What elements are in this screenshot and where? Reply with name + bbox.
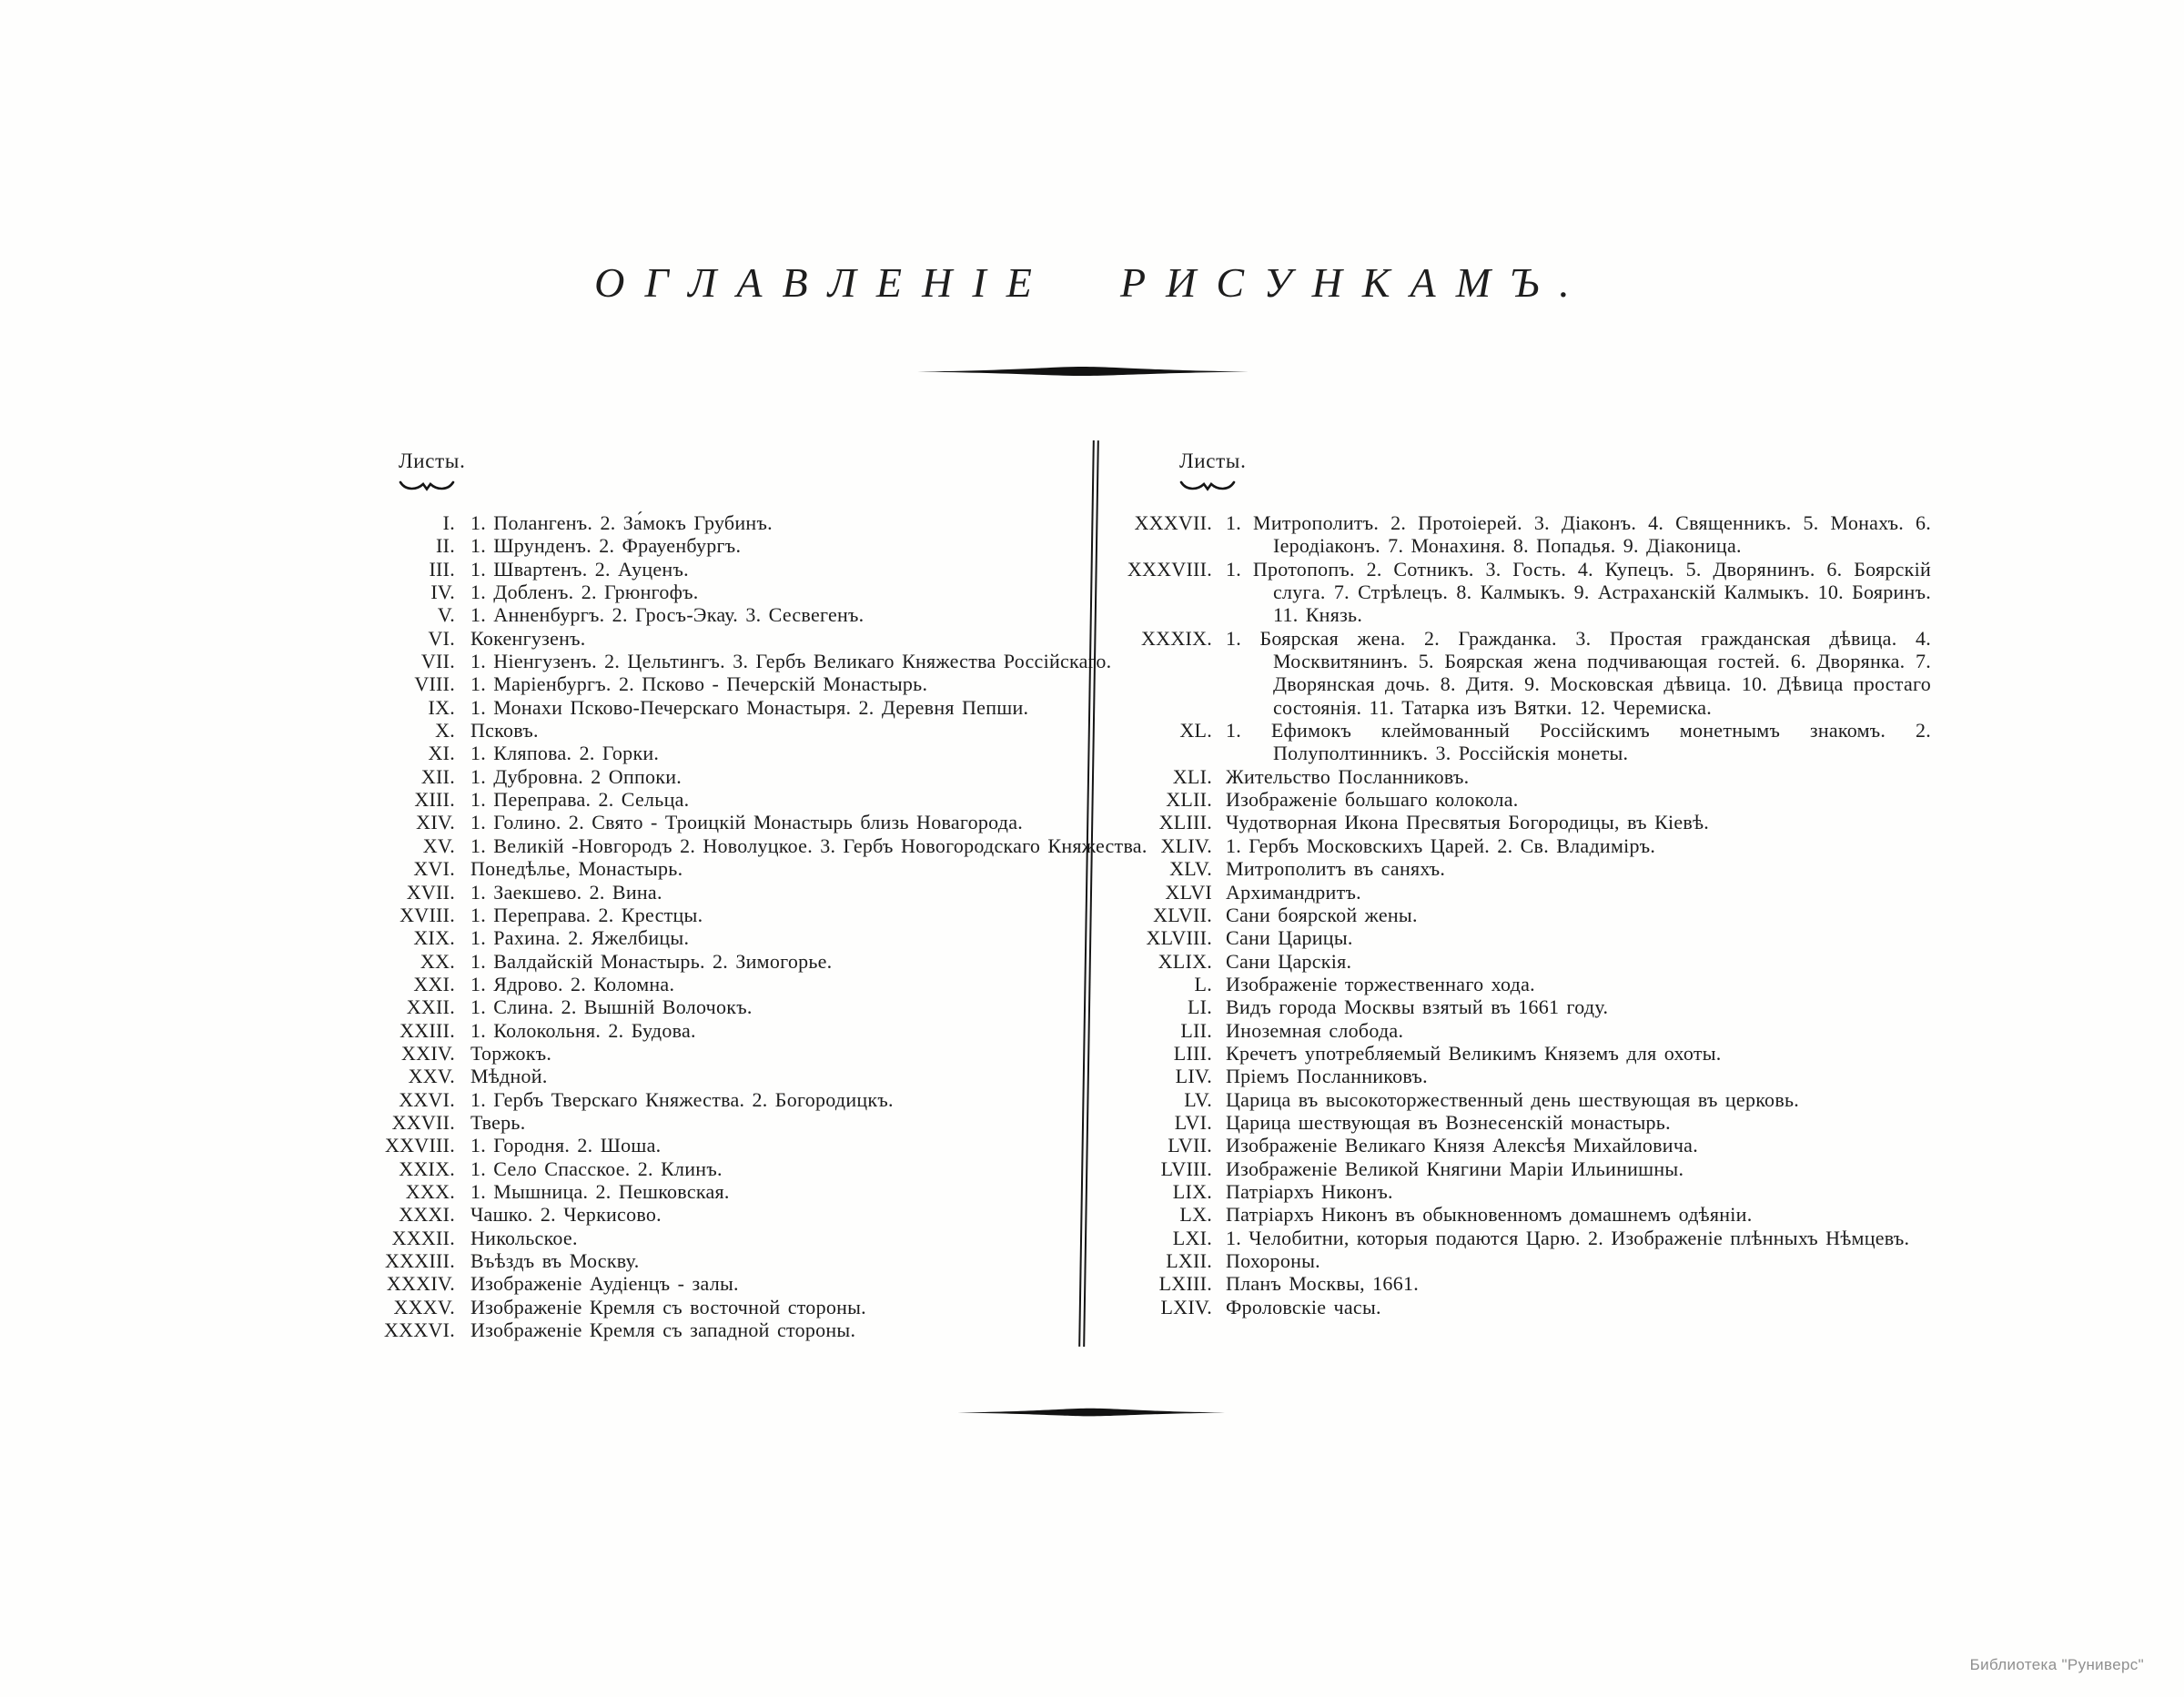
plate-number: LII. xyxy=(1180,1018,1212,1042)
plate-number: XXXI. xyxy=(399,1203,455,1227)
plate-entry xyxy=(309,696,1092,719)
plate-caption: Планъ Москвы, 1661. xyxy=(1226,1272,1419,1296)
plate-caption: Архимандритъ. xyxy=(1226,880,1361,904)
plate-entry xyxy=(1076,995,1931,1018)
plate-caption: Кречетъ употребляемый Великимъ Княземъ для охоты. xyxy=(1226,1041,1722,1065)
plate-entry xyxy=(1076,1157,1931,1180)
plate-caption: Митрополитъ въ саняхъ. xyxy=(1226,857,1446,881)
plate-caption: 1. Слина. 2. Вышній Волочокъ. xyxy=(470,995,753,1019)
plate-entry xyxy=(309,1180,1092,1203)
plate-entry xyxy=(309,1157,1092,1180)
plate-entry xyxy=(1076,1111,1931,1134)
plate-number: XXV. xyxy=(408,1065,455,1088)
plate-caption: 1. Ніенгузенъ. 2. Цельтингъ. 3. Гербъ Великаго Княжества Россійскаго. xyxy=(470,650,1112,673)
plate-caption: Изображеніе торжественнаго хода. xyxy=(1226,972,1535,995)
plate-number: XXX. xyxy=(405,1179,455,1203)
plate-number: XL. xyxy=(1179,719,1212,742)
plate-caption: 1. Шрунденъ. 2. Фрауенбургъ. xyxy=(470,534,742,558)
plate-number: XLVII. xyxy=(1153,903,1212,926)
plate-entry xyxy=(1076,1019,1931,1042)
plate-entry xyxy=(309,581,1092,603)
plate-number: LVI. xyxy=(1174,1110,1212,1134)
plate-entry xyxy=(309,650,1112,673)
plate-number: LXIV. xyxy=(1160,1295,1212,1318)
swelled-rule-bottom xyxy=(957,1407,1225,1418)
column-header-left xyxy=(399,450,466,492)
plate-caption: Изображеніе Великой Княгини Маріи Ильинишны. xyxy=(1226,1157,1684,1180)
plate-entry xyxy=(1076,627,1931,719)
plate-entry xyxy=(309,1296,1092,1318)
plate-number: V. xyxy=(437,603,455,627)
plate-number: LIV. xyxy=(1175,1065,1212,1088)
plate-number: XXXIII. xyxy=(385,1249,455,1272)
plate-number: XX. xyxy=(420,949,455,973)
plate-caption: Торжокъ. xyxy=(470,1041,552,1065)
plate-entry xyxy=(309,1272,1092,1295)
plate-entry xyxy=(309,534,1092,557)
plate-number: XLII. xyxy=(1166,788,1212,812)
plate-entry xyxy=(309,904,1092,926)
plate-number: XLI. xyxy=(1172,764,1212,788)
plate-number: XVI. xyxy=(413,857,455,881)
plate-caption: 1. Кляпова. 2. Горки. xyxy=(470,742,660,765)
plate-number: XXIV. xyxy=(401,1041,455,1065)
plate-number: XXIII. xyxy=(399,1018,455,1042)
plate-entry xyxy=(1076,1272,1931,1295)
plate-entry xyxy=(309,857,1092,880)
plate-entry xyxy=(309,627,1092,650)
column-header-right xyxy=(1179,450,1247,492)
plate-entry xyxy=(309,742,1092,764)
plate-entry xyxy=(1076,1203,1931,1226)
plate-caption: Пріемъ Посланниковъ. xyxy=(1226,1065,1428,1088)
plate-caption: Изображеніе Аудіенцъ - залы. xyxy=(470,1272,739,1296)
plate-entry xyxy=(1076,1088,1931,1111)
plate-number: XXI. xyxy=(413,972,455,995)
plate-number: XLIV. xyxy=(1160,833,1212,857)
plate-caption: 1. Мышница. 2. Пешковская. xyxy=(470,1179,730,1203)
plate-caption: Тверь. xyxy=(470,1110,526,1134)
plate-caption: Псковъ. xyxy=(470,719,539,742)
plate-number: LXIII. xyxy=(1158,1272,1212,1296)
column-header-label: Листы. xyxy=(399,450,466,472)
plate-entry xyxy=(309,973,1092,995)
plate-number: LIX. xyxy=(1172,1179,1212,1203)
plate-number: XXXVIII. xyxy=(1127,557,1212,581)
plate-caption: 1. Маріенбургъ. 2. Псково - Печерскій Монастырь. xyxy=(470,672,928,696)
plate-number: XLVI xyxy=(1165,880,1212,904)
plate-number: LXII. xyxy=(1166,1249,1212,1272)
page-title: ОГЛАВЛЕНІЕ РИСУНКАМЪ. xyxy=(594,259,1590,306)
plate-entry xyxy=(1076,1296,1931,1318)
plate-number: XIV. xyxy=(416,811,455,834)
plate-caption: 1. Переправа. 2. Сельца. xyxy=(470,788,690,812)
column-header-label: Листы. xyxy=(1179,450,1247,472)
plate-caption: Жительство Посланниковъ. xyxy=(1226,764,1470,788)
plate-caption: Чудотворная Икона Пресвятыя Богородицы, въ Кіевѣ. xyxy=(1226,811,1710,834)
plate-number: VI. xyxy=(428,626,455,650)
plate-caption: Сани Царскія. xyxy=(1226,949,1352,973)
plate-list-right xyxy=(1076,511,1931,1318)
plate-caption: 1. Челобитни, которыя подаются Царю. 2. Изображеніе плѣнныхъ Нѣмцевъ. xyxy=(1226,1226,1910,1249)
plate-entry xyxy=(309,1111,1092,1134)
plate-number: LVIII. xyxy=(1160,1157,1212,1180)
plate-number: LXI. xyxy=(1172,1226,1212,1249)
plate-entry xyxy=(309,833,1148,857)
plate-caption: Сани боярской жены. xyxy=(1226,903,1418,926)
plate-entry xyxy=(1076,811,1931,833)
plate-caption: 1. Митрополитъ. 2. Протоіерей. 3. Діаконъ. 4. Священникъ. 5. Монахъ. 6. Іеродіаконъ. 7. Монахиня. 8. Попадья. 9. Діаконица. xyxy=(1226,511,1931,558)
plate-entry xyxy=(309,950,1092,973)
plate-number: XLIII. xyxy=(1158,811,1212,834)
plate-entry xyxy=(309,995,1092,1018)
plate-caption: 1. Швартенъ. 2. Ауценъ. xyxy=(470,557,689,581)
plate-caption: Изображеніе Великаго Князя Алексѣя Михайловича. xyxy=(1226,1134,1698,1157)
plate-entry xyxy=(1076,904,1931,926)
swelled-rule-top xyxy=(917,365,1249,378)
plate-number: LI. xyxy=(1187,995,1212,1019)
plate-number: LV. xyxy=(1184,1087,1212,1111)
plate-caption: Царица шествующая въ Вознесенскій монастырь. xyxy=(1226,1110,1671,1134)
plate-caption: Въѣздъ въ Москву. xyxy=(470,1249,640,1272)
plate-number: IV. xyxy=(430,581,455,604)
plate-caption: Изображеніе Кремля съ восточной стороны. xyxy=(470,1295,866,1318)
plate-entry xyxy=(309,1249,1092,1272)
plate-caption: 1. Боярская жена. 2. Гражданка. 3. Простая гражданская дѣвица. 4. Москвитянинъ. 5. Боярская жена подчивающая гостей. 6. Дворянка. 7. Дворянская дочь. 8. Дитя. 9. Московская дѣвица. 10. Дѣвица простаго состоянія. 11. Татарка изъ Вятки. 12. Черемиска. xyxy=(1226,626,1931,719)
plate-number: LIII. xyxy=(1173,1041,1212,1065)
plate-caption: Чашко. 2. Черкисово. xyxy=(470,1203,662,1227)
plate-caption: Царица въ высокоторжественный день шествующая въ церковь. xyxy=(1226,1087,1800,1111)
plate-entry xyxy=(1076,1249,1931,1272)
plate-entry xyxy=(309,1203,1092,1226)
plate-number: XLVIII. xyxy=(1146,926,1212,950)
plate-entry xyxy=(1076,857,1931,880)
plate-caption: Изображеніе Кремля съ западной стороны. xyxy=(470,1318,856,1342)
plate-entry xyxy=(309,672,1092,695)
plate-caption: Патріархъ Никонъ. xyxy=(1226,1179,1393,1203)
plate-entry xyxy=(309,1042,1092,1065)
plate-entry xyxy=(309,719,1092,742)
plate-entry xyxy=(309,1134,1092,1157)
plate-number: IX. xyxy=(428,695,455,719)
plate-number: XXIX. xyxy=(399,1157,455,1180)
plate-number: XI. xyxy=(428,742,455,765)
plate-caption: Видъ города Москвы взятый въ 1661 году. xyxy=(1226,995,1609,1019)
plate-entry xyxy=(309,558,1092,581)
plate-caption: 1. Голино. 2. Свято - Троицкій Монастырь близь Новагорода. xyxy=(470,811,1024,834)
plate-caption: Мѣдной. xyxy=(470,1065,548,1088)
plate-caption: 1. Село Спасское. 2. Клинъ. xyxy=(470,1157,723,1180)
plate-caption: 1. Гербъ Тверскаго Княжества. 2. Богородицкъ. xyxy=(470,1087,894,1111)
plate-entry xyxy=(309,1065,1092,1087)
squiggle-icon xyxy=(1179,477,1236,492)
plate-entry xyxy=(1076,1134,1931,1157)
plate-caption: Никольское. xyxy=(470,1226,578,1249)
plate-entry xyxy=(1076,973,1931,995)
plate-entry xyxy=(309,1019,1092,1042)
plate-number: XIX. xyxy=(413,926,455,950)
plate-number: LX. xyxy=(1179,1203,1212,1227)
plate-number: XVII. xyxy=(406,880,455,904)
plate-caption: 1. Городня. 2. Шоша. xyxy=(470,1134,662,1157)
plate-number: L. xyxy=(1194,972,1212,995)
plate-entry xyxy=(309,603,1092,626)
plate-number: XXXIV. xyxy=(386,1272,455,1296)
plate-caption: 1. Анненбургъ. 2. Гросъ-Экау. 3. Сесвегенъ. xyxy=(470,603,864,627)
plate-number: XXVII. xyxy=(391,1110,455,1134)
plate-caption: 1. Протопопъ. 2. Сотникъ. 3. Гость. 4. Купецъ. 5. Дворянинъ. 6. Боярскій слуга. 7. Стрѣлецъ. 8. Калмыкъ. 9. Астраханскій Калмыкъ. 10. Бояринъ. 11. Князь. xyxy=(1226,557,1931,627)
plate-number: XXXVI. xyxy=(384,1318,455,1342)
plate-number: XXXV. xyxy=(393,1295,455,1318)
plate-caption: 1. Ефимокъ клеймованный Россійскимъ монетнымъ знакомъ. 2. Полуполтинникъ. 3. Россійскія монеты. xyxy=(1226,719,1931,765)
plate-caption: 1. Рахина. 2. Яжелбицы. xyxy=(470,926,690,950)
plate-caption: Патріархъ Никонъ въ обыкновенномъ домашнемъ одѣяніи. xyxy=(1226,1203,1753,1227)
plate-number: II. xyxy=(436,534,455,558)
plate-entry xyxy=(1076,765,1931,788)
plate-entry xyxy=(1076,1227,1931,1249)
plate-caption: 1. Колокольня. 2. Будова. xyxy=(470,1018,696,1042)
plate-entry xyxy=(1076,788,1931,811)
plate-number: X. xyxy=(435,719,455,742)
plate-caption: 1. Добленъ. 2. Грюнгофъ. xyxy=(470,581,699,604)
plate-entry xyxy=(309,1318,1092,1341)
plate-entry xyxy=(1076,558,1931,627)
plate-number: XV. xyxy=(422,833,455,857)
plate-caption: Иноземная слобода. xyxy=(1226,1018,1404,1042)
plate-entry xyxy=(1076,1042,1931,1065)
plate-number: I. xyxy=(442,511,455,534)
plate-caption: Сани Царицы. xyxy=(1226,926,1353,950)
plate-number: XXXII. xyxy=(391,1226,455,1249)
plate-number: VII. xyxy=(420,650,455,673)
plate-caption: Похороны. xyxy=(1226,1249,1320,1272)
plate-caption: Фроловскіе часы. xyxy=(1226,1295,1381,1318)
plate-caption: 1. Ядрово. 2. Коломна. xyxy=(470,972,675,995)
plate-caption: 1. Переправа. 2. Крестцы. xyxy=(470,903,703,926)
plate-caption: 1. Гербъ Московскихъ Царей. 2. Св. Владиміръ. xyxy=(1226,833,1656,857)
plate-entry xyxy=(1076,719,1931,765)
plate-number: XVIII. xyxy=(399,903,455,926)
plate-entry xyxy=(1076,881,1931,904)
plate-number: VIII. xyxy=(414,672,455,696)
plate-caption: 1. Дубровна. 2 Оппоки. xyxy=(470,764,682,788)
plate-number: XXVI. xyxy=(399,1087,455,1111)
plate-entry xyxy=(309,765,1092,788)
plate-caption: 1. Заекшево. 2. Вина. xyxy=(470,880,662,904)
plate-caption: 1. Полангенъ. 2. За́мокъ Грубинъ. xyxy=(470,511,773,534)
plate-entry xyxy=(309,1227,1092,1249)
plate-number: XXXIX. xyxy=(1141,626,1212,650)
plate-caption: Кокенгузенъ. xyxy=(470,626,586,650)
plate-caption: Изображеніе большаго колокола. xyxy=(1226,788,1519,812)
plate-number: LVII. xyxy=(1168,1134,1212,1157)
plate-entry xyxy=(309,788,1092,811)
plate-number: XXXVII. xyxy=(1134,511,1212,534)
plate-list-left xyxy=(309,511,1148,1342)
plate-number: XXII. xyxy=(406,995,455,1019)
plate-entry xyxy=(1076,1065,1931,1087)
watermark: Библиотека "Руниверс" xyxy=(1969,1656,2144,1673)
plate-caption: Понедѣлье, Монастырь. xyxy=(470,857,683,881)
plate-entry xyxy=(309,926,1092,949)
plate-number: XII. xyxy=(420,764,455,788)
plate-caption: 1. Великій -Новгородъ 2. Новолуцкое. 3. Гербъ Новогородскаго Княжества. xyxy=(470,833,1148,857)
plate-entry xyxy=(1076,1180,1931,1203)
plate-number: XXVIII. xyxy=(385,1134,455,1157)
plate-caption: 1. Монахи Псково-Печерскаго Монастыря. 2. Деревня Пепши. xyxy=(470,695,1029,719)
plate-number: XLIX. xyxy=(1158,949,1212,973)
plate-entry xyxy=(1076,511,1931,558)
plate-entry xyxy=(309,881,1092,904)
plate-number: XIII. xyxy=(414,788,455,812)
plate-entry xyxy=(1076,926,1931,949)
plate-entry xyxy=(309,811,1092,833)
plate-number: XLV. xyxy=(1169,857,1212,881)
plate-number: III. xyxy=(429,557,455,581)
plate-caption: 1. Валдайскій Монастырь. 2. Зимогорье. xyxy=(470,949,833,973)
plate-entry xyxy=(309,511,1092,534)
plate-entry xyxy=(1076,950,1931,973)
plate-entry xyxy=(1076,834,1931,857)
squiggle-icon xyxy=(399,477,455,492)
plate-entry xyxy=(309,1088,1092,1111)
